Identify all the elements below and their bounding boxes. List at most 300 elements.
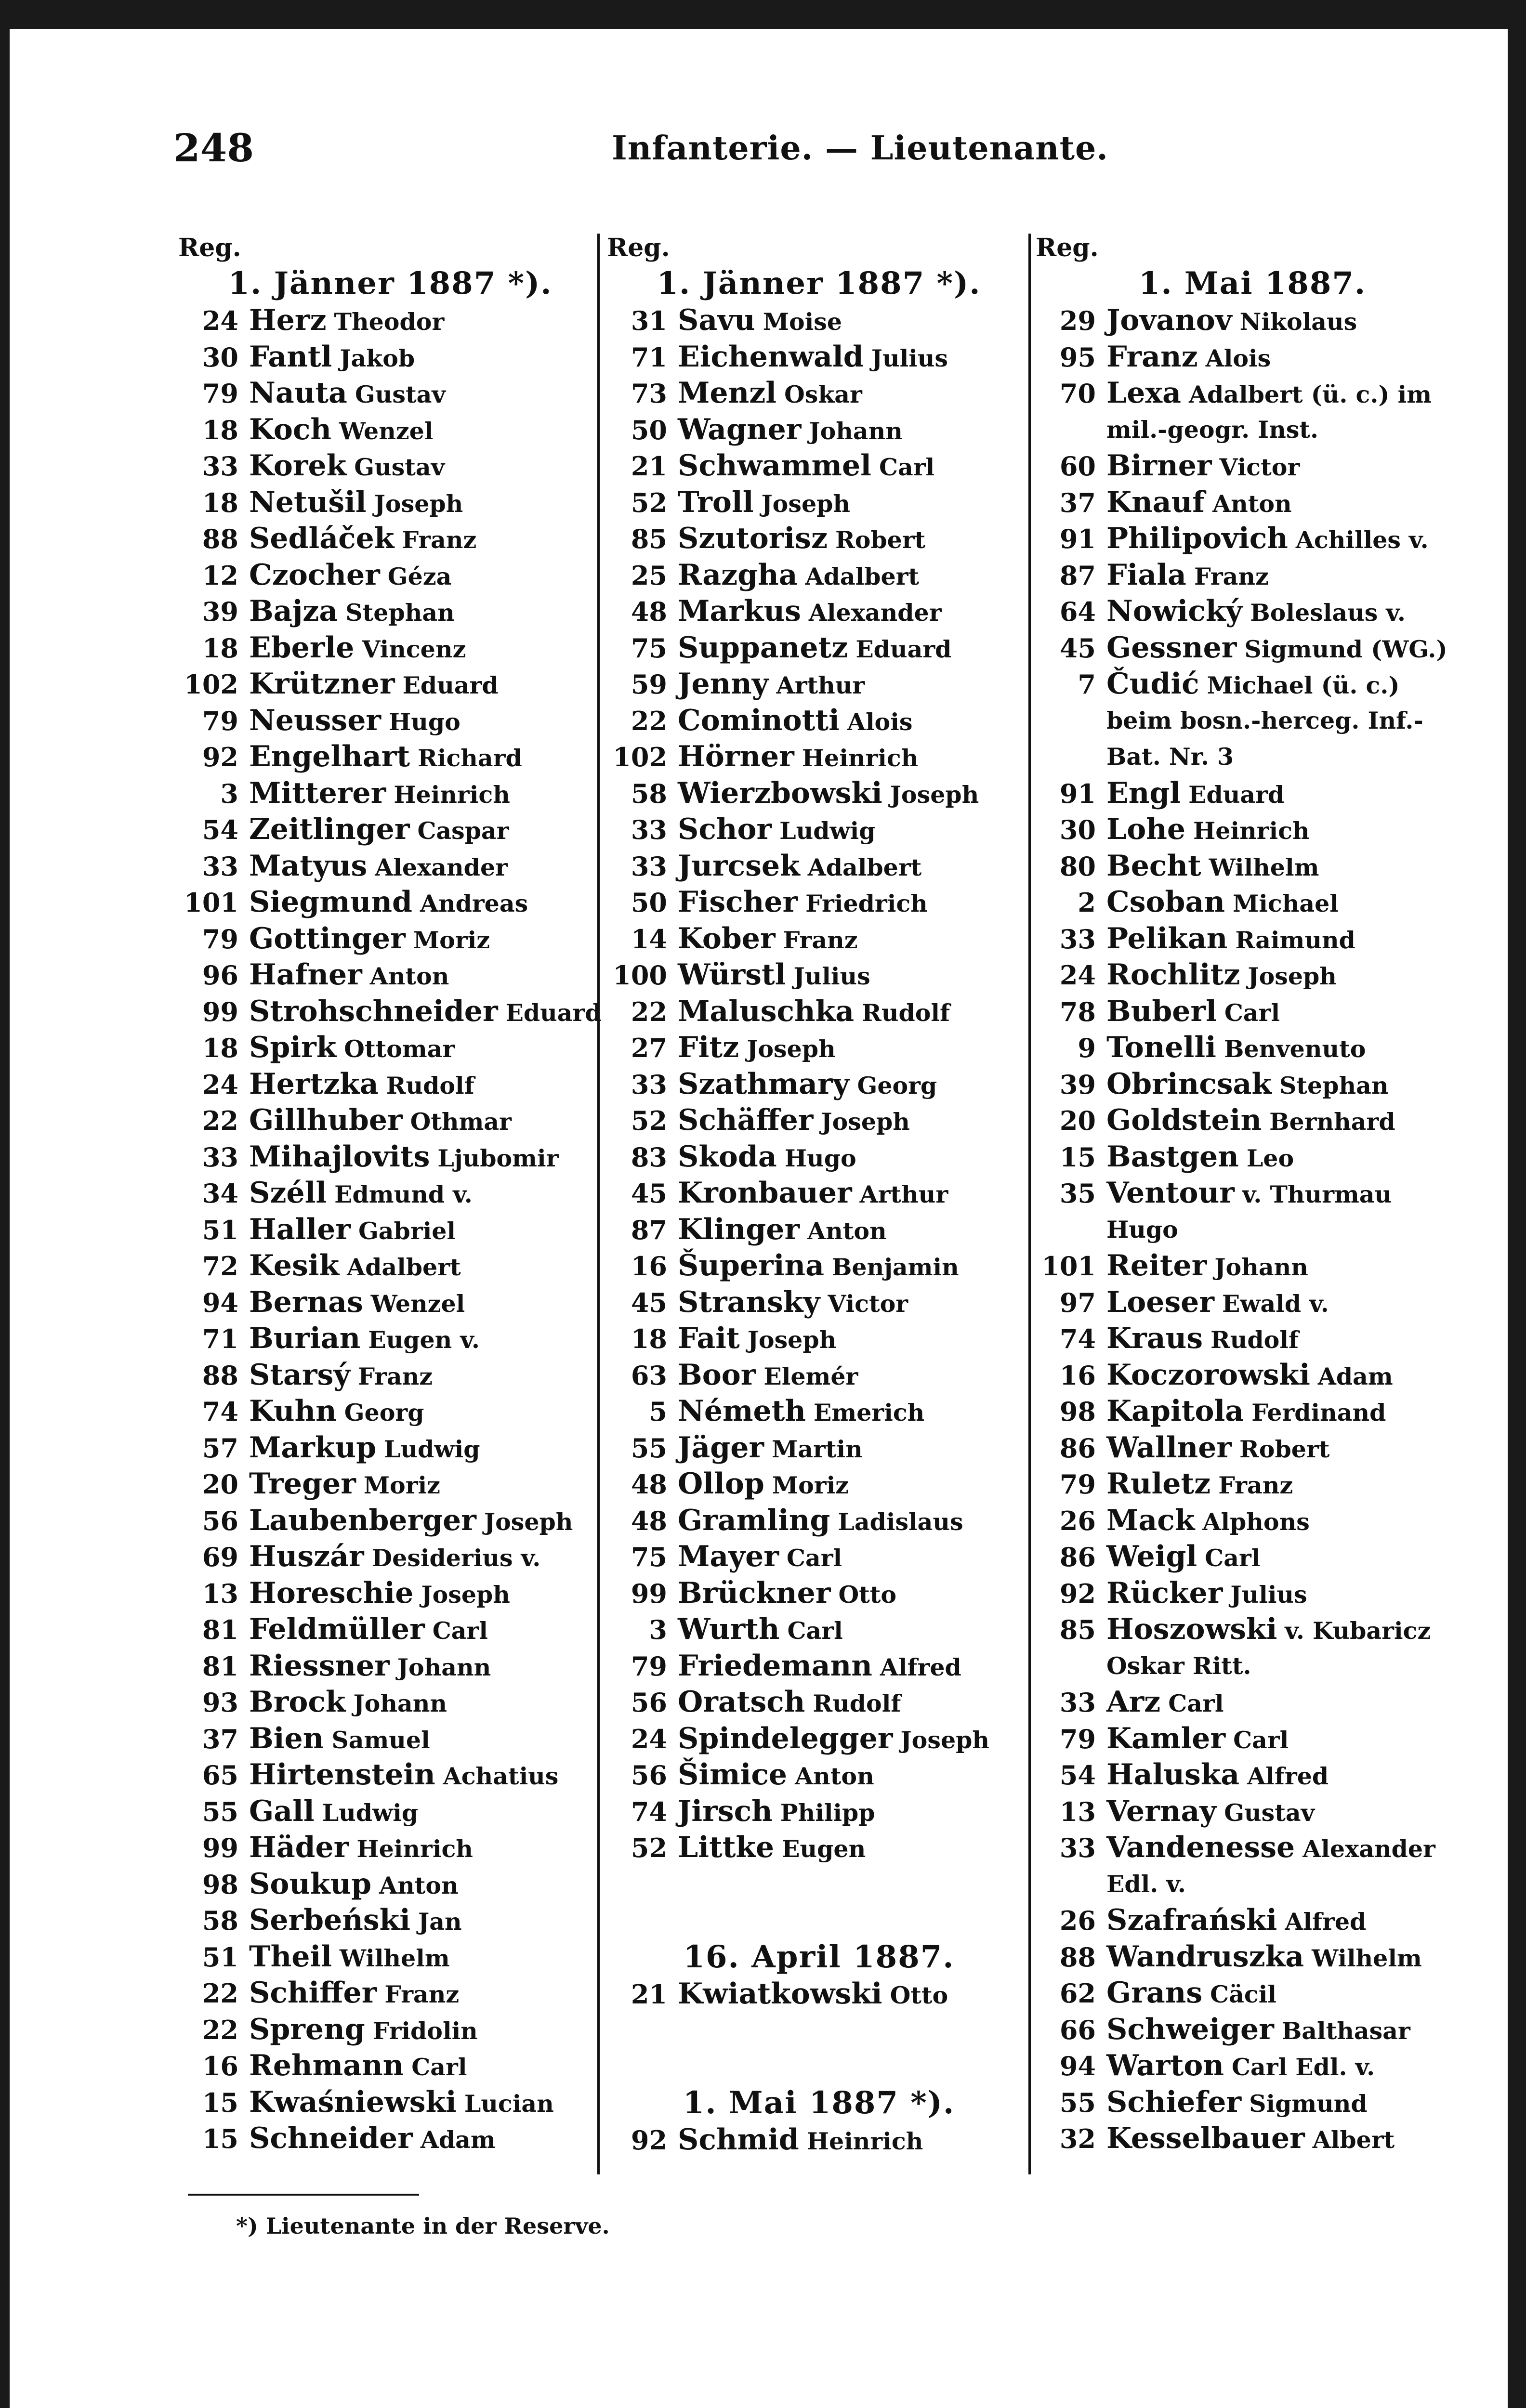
officer-given-name: Oskar (784, 380, 862, 408)
regiment-number: 3 (220, 778, 238, 809)
officer-entry (1036, 1684, 1469, 1721)
officer-given-name: Albert (1312, 2126, 1395, 2154)
regiment-number: 7 (1078, 669, 1096, 700)
regiment-number: 20 (1059, 1105, 1096, 1136)
officer-entry (607, 1539, 1031, 1575)
officer-entry (178, 1793, 602, 1830)
officer-given-name: Eugen (782, 1835, 866, 1863)
officer-surname: Čudić (1106, 667, 1199, 701)
officer-entry (607, 557, 1031, 594)
officer-given-name: Eduard (855, 635, 952, 663)
officer-surname: Siegmund (249, 885, 412, 919)
officer-entry (178, 1684, 602, 1721)
regiment-number: 81 (202, 1650, 238, 1682)
regiment-number: 45 (631, 1178, 667, 1209)
officer-entry (178, 1611, 602, 1648)
regiment-number: 37 (202, 1723, 238, 1754)
officer-entry (607, 1757, 1031, 1793)
regiment-number: 20 (202, 1469, 238, 1500)
date-heading: 16. April 1887. (683, 1938, 955, 1975)
regiment-number: 24 (202, 1069, 238, 1100)
officer-surname: Schwammel (678, 449, 871, 483)
regiment-number: 33 (631, 851, 667, 882)
officer-given-name: Julius (793, 962, 870, 990)
officer-given-name: Rudolf (386, 1071, 474, 1099)
officer-surname: Šimice (678, 1758, 788, 1792)
officer-entry (178, 994, 602, 1030)
officer-surname: Fitz (678, 1031, 739, 1064)
officer-given-name: Ewald v. (1222, 1289, 1329, 1318)
officer-entry (178, 1102, 602, 1139)
reg-label: Reg. (178, 233, 241, 262)
officer-surname: Knauf (1106, 485, 1205, 519)
officer-surname: Pelikan (1106, 921, 1228, 955)
officer-entry (1036, 1975, 1469, 2012)
regiment-number: 79 (202, 378, 238, 409)
officer-entry (1036, 302, 1469, 339)
regiment-number: 35 (1059, 1178, 1096, 1209)
officer-entry (607, 1830, 1031, 1866)
regiment-number: 57 (202, 1432, 238, 1464)
officer-surname: Savu (678, 303, 755, 337)
officer-given-name: Julius (1230, 1580, 1307, 1609)
regiment-number: 15 (202, 2123, 238, 2154)
column-1 (178, 231, 602, 2182)
officer-entry (178, 1575, 602, 1612)
regiment-number: 92 (631, 2125, 667, 2156)
page-header (10, 125, 1508, 193)
officer-surname: Kronbauer (678, 1176, 852, 1210)
officer-surname: Spirk (249, 1031, 337, 1064)
regiment-number: 13 (202, 1578, 238, 1609)
regiment-number: 55 (1059, 2087, 1096, 2118)
officer-given-name: Johann (353, 1689, 447, 1717)
officer-given-name: Ludwig (384, 1435, 480, 1463)
regiment-number: 24 (1059, 960, 1096, 991)
officer-surname: Hirtenstein (249, 1758, 435, 1792)
regiment-number: 22 (631, 996, 667, 1027)
officer-given-name: Joseph (1248, 962, 1337, 990)
officer-surname: Kraus (1106, 1322, 1203, 1355)
regiment-number: 18 (631, 1323, 667, 1354)
officer-given-name: Emerich (814, 1399, 925, 1426)
regiment-number: 60 (1059, 451, 1096, 482)
officer-entry (1036, 593, 1469, 630)
officer-given-name: Joseph (761, 489, 851, 518)
regiment-number: 51 (202, 1941, 238, 1973)
officer-given-name: Cäcil (1210, 1980, 1276, 2008)
regiment-number: 59 (631, 669, 667, 700)
officer-surname: Gessner (1106, 630, 1237, 665)
officer-surname: Theil (249, 1939, 332, 1974)
officer-entry (1036, 666, 1469, 703)
regiment-number: 48 (631, 1505, 667, 1536)
regiment-number: 50 (631, 887, 667, 918)
officer-surname: Boor (678, 1358, 756, 1392)
officer-given-name: Adalbert (347, 1253, 461, 1281)
officer-entry (178, 1866, 602, 1903)
officer-entry (178, 811, 602, 848)
regiment-number: 65 (202, 1760, 238, 1791)
officer-surname: Serbeński (249, 1903, 411, 1937)
regiment-number: 73 (631, 378, 667, 409)
officer-surname: Gramling (678, 1503, 830, 1537)
officer-given-name: Sigmund (1249, 2089, 1368, 2118)
officer-entry (178, 848, 602, 885)
officer-surname: Hertzka (249, 1067, 379, 1101)
officer-given-name: Joseph (900, 1726, 989, 1754)
regiment-number: 54 (202, 814, 238, 845)
officer-surname: Loeser (1106, 1285, 1214, 1319)
regiment-number: 39 (202, 596, 238, 627)
regiment-number: 58 (202, 1905, 238, 1936)
officer-given-name: Rudolf (1210, 1326, 1299, 1354)
regiment-number: 85 (1059, 1614, 1096, 1645)
officer-entry (178, 339, 602, 376)
officer-entry (607, 884, 1031, 921)
officer-surname: Brock (249, 1685, 346, 1719)
officer-entry (607, 1611, 1031, 1648)
regiment-number: 18 (202, 487, 238, 518)
regiment-number: 33 (202, 851, 238, 882)
officer-entry (178, 412, 602, 448)
officer-entry (1036, 557, 1469, 594)
officer-given-name: Carl Edl. v. (1232, 2053, 1375, 2081)
regiment-number: 21 (631, 1978, 667, 2010)
officer-entry (607, 1066, 1031, 1103)
officer-entry (1036, 1284, 1469, 1321)
regiment-number: 13 (1059, 1796, 1096, 1827)
regiment-number: 22 (202, 1105, 238, 1136)
officer-entry (178, 1503, 602, 1539)
entry-continuation: mil.-geogr. Inst. (1106, 415, 1319, 444)
officer-entry (178, 2084, 602, 2121)
officer-surname: Nauta (249, 376, 347, 410)
officer-surname: Zeitlinger (249, 812, 410, 846)
officer-surname: Czocher (249, 558, 380, 592)
officer-surname: Schiefer (1106, 2085, 1242, 2119)
regiment-number: 81 (202, 1614, 238, 1645)
officer-surname: Gillhuber (249, 1103, 403, 1137)
officer-entry (1036, 630, 1469, 667)
officer-entry (1036, 1357, 1469, 1394)
regiment-number: 26 (1059, 1505, 1096, 1536)
officer-given-name: Theodor (334, 308, 445, 336)
regiment-number: 79 (1059, 1723, 1096, 1754)
regiment-number: 55 (631, 1432, 667, 1464)
regiment-number: 27 (631, 1033, 667, 1063)
officer-surname: Schmid (678, 2123, 799, 2157)
regiment-number: 85 (631, 523, 667, 554)
officer-given-name: Géza (387, 562, 452, 590)
officer-entry (607, 1648, 1031, 1685)
officer-given-name: Victor (828, 1289, 908, 1318)
officer-surname: Horeschie (249, 1576, 414, 1610)
officer-surname: Gottinger (249, 921, 406, 955)
officer-surname: Franz (1106, 340, 1198, 374)
regiment-number: 64 (1059, 596, 1096, 627)
regiment-number: 45 (631, 1287, 667, 1318)
officer-surname: Hafner (249, 958, 362, 992)
officer-entry (1036, 1503, 1469, 1539)
officer-entry (1036, 957, 1469, 994)
officer-surname: Wandruszka (1106, 1939, 1304, 1974)
officer-given-name: Joseph (821, 1108, 910, 1136)
officer-given-name: Moise (763, 308, 842, 336)
officer-surname: Krützner (249, 667, 395, 701)
officer-entry (1036, 775, 1469, 812)
officer-surname: Széll (249, 1176, 327, 1210)
officer-surname: Schäffer (678, 1103, 814, 1137)
officer-surname: Ollop (678, 1467, 764, 1501)
officer-entry (178, 703, 602, 739)
officer-entry (178, 1321, 602, 1357)
officer-entry (1036, 1393, 1469, 1430)
officer-given-name: Joseph (890, 780, 979, 809)
officer-surname: Mayer (678, 1540, 779, 1573)
officer-surname: Wallner (1106, 1430, 1232, 1465)
officer-surname: Oratsch (678, 1685, 805, 1719)
officer-entry (607, 630, 1031, 667)
officer-given-name: Alphons (1202, 1507, 1310, 1536)
officer-surname: Kesselbauer (1106, 2121, 1305, 2155)
regiment-number: 16 (202, 2051, 238, 2081)
officer-surname: Cominotti (678, 703, 840, 737)
officer-given-name: Joseph (421, 1580, 510, 1609)
officer-entry (607, 2122, 1031, 2159)
regiment-number: 71 (202, 1323, 238, 1354)
regiment-number: 99 (202, 1832, 238, 1863)
officer-surname: Schweiger (1106, 2012, 1274, 2046)
regiment-number: 79 (202, 923, 238, 955)
officer-entry (1036, 1830, 1469, 1866)
regiment-number: 45 (1059, 632, 1096, 664)
officer-surname: Maluschka (678, 994, 855, 1028)
officer-entry (607, 1284, 1031, 1321)
officer-surname: Németh (678, 1394, 806, 1428)
officer-given-name: Wenzel (370, 1289, 465, 1318)
officer-given-name: Georg (857, 1071, 937, 1099)
officer-given-name: Anton (795, 1762, 874, 1790)
officer-entry (607, 1139, 1031, 1176)
officer-surname: Mitterer (249, 776, 386, 810)
officer-surname: Tonelli (1106, 1031, 1216, 1064)
officer-entry (1036, 1466, 1469, 1503)
officer-surname: Haluska (1106, 1758, 1240, 1792)
regiment-number: 75 (631, 1542, 667, 1572)
regiment-number: 86 (1059, 1542, 1096, 1572)
regiment-number: 99 (202, 996, 238, 1027)
officer-entry (1036, 1430, 1469, 1466)
regiment-number: 34 (202, 1178, 238, 1209)
officer-entry (607, 1430, 1031, 1466)
officer-entry (1036, 921, 1469, 957)
officer-entry (178, 775, 602, 812)
entry-continuation: Bat. Nr. 3 (1106, 743, 1234, 771)
regiment-number: 94 (1059, 2051, 1096, 2081)
officer-entry (178, 1175, 602, 1212)
entry-continuation: beim bosn.-herceg. Inf.- (1106, 706, 1423, 734)
officer-entry (1036, 1757, 1469, 1793)
regiment-number: 52 (631, 487, 667, 518)
officer-surname: Wierzbowski (678, 776, 882, 810)
officer-surname: Eichenwald (678, 340, 864, 374)
regiment-number: 14 (631, 923, 667, 955)
officer-surname: Weigl (1106, 1540, 1197, 1573)
officer-surname: Burian (249, 1322, 361, 1355)
date-heading: 1. Mai 1887 *). (683, 2085, 955, 2121)
regiment-number: 39 (1059, 1069, 1096, 1100)
officer-given-name: v. Kubaricz (1285, 1617, 1431, 1645)
officer-surname: Jurcsek (678, 849, 800, 883)
running-title: Infanterie. — Lieutenante. (612, 129, 1108, 168)
officer-entry (178, 1721, 602, 1757)
officer-entry (1036, 521, 1469, 557)
officer-entry (607, 302, 1031, 339)
officer-surname: Haller (249, 1212, 351, 1246)
officer-surname: Szafrański (1106, 1903, 1277, 1937)
reg-label: Reg. (1036, 233, 1099, 262)
regiment-number: 30 (1059, 814, 1096, 845)
officer-entry (607, 484, 1031, 521)
officer-surname: Warton (1106, 2049, 1224, 2082)
regiment-number: 101 (1041, 1251, 1096, 1282)
regiment-number: 33 (202, 1141, 238, 1173)
regiment-number: 22 (202, 1978, 238, 2009)
officer-entry (607, 848, 1031, 885)
officer-given-name: Anton (1212, 489, 1292, 518)
officer-given-name: Joseph (484, 1507, 573, 1536)
footnote: *) Lieutenante in der Reserve. (236, 2213, 610, 2239)
regiment-number: 33 (631, 1069, 667, 1100)
officer-surname: Huszár (249, 1540, 364, 1573)
regiment-number: 29 (1059, 305, 1096, 336)
officer-surname: Menzl (678, 376, 777, 410)
officer-given-name: Franz (1218, 1471, 1293, 1499)
officer-given-name: Franz (783, 926, 858, 954)
officer-given-name: Sigmund (WG.) (1244, 635, 1447, 663)
officer-given-name: Adalbert (807, 853, 922, 881)
regiment-number: 18 (202, 414, 238, 445)
officer-surname: Kwiatkowski (678, 1976, 882, 2011)
officer-surname: Hoszowski (1106, 1612, 1277, 1646)
officer-surname: Szathmary (678, 1067, 850, 1101)
officer-surname: Jenny (678, 667, 769, 701)
officer-surname: Markup (249, 1430, 377, 1465)
officer-given-name: Adam (420, 2126, 496, 2154)
officer-entry (178, 1212, 602, 1248)
regiment-number: 88 (202, 523, 238, 554)
officer-given-name: Arthur (776, 671, 865, 699)
officer-surname: Mack (1106, 1503, 1195, 1537)
officer-surname: Matyus (249, 849, 368, 883)
officer-surname: Vandenesse (1106, 1831, 1295, 1864)
officer-entry (1036, 2012, 1469, 2048)
officer-given-name: Franz (402, 526, 477, 554)
officer-entry (607, 412, 1031, 448)
officer-given-name: Bernhard (1269, 1108, 1395, 1136)
regiment-number: 24 (631, 1723, 667, 1754)
officer-surname: Jovanov (1106, 303, 1232, 337)
officer-surname: Kesik (249, 1249, 340, 1283)
officer-given-name: Alfred (880, 1653, 961, 1681)
officer-entry (178, 1648, 602, 1685)
officer-given-name: Michael (ü. c.) (1207, 671, 1400, 699)
regiment-number: 9 (1078, 1033, 1096, 1063)
regiment-number: 37 (1059, 487, 1096, 518)
officer-entry (607, 775, 1031, 812)
officer-surname: Kamler (1106, 1721, 1226, 1755)
officer-entry (178, 593, 602, 630)
officer-given-name: Joseph (747, 1035, 836, 1063)
regiment-number: 87 (1059, 560, 1096, 591)
officer-surname: Reiter (1106, 1249, 1207, 1283)
officer-given-name: Carl (1224, 998, 1280, 1027)
officer-entry (607, 1684, 1031, 1721)
regiment-number: 5 (649, 1396, 667, 1427)
officer-given-name: Raimund (1235, 926, 1355, 954)
officer-surname: Eberle (249, 630, 355, 665)
officer-surname: Rücker (1106, 1576, 1223, 1610)
regiment-number: 12 (202, 560, 238, 591)
officer-surname: Skoda (678, 1139, 777, 1174)
officer-entry (178, 1030, 602, 1066)
officer-entry (1036, 1030, 1469, 1066)
officer-given-name: Stephan (345, 599, 455, 627)
regiment-number: 48 (631, 596, 667, 627)
officer-entry (178, 521, 602, 557)
officer-entry (1036, 1102, 1469, 1139)
officer-entry (607, 1357, 1031, 1394)
regiment-number: 66 (1059, 2014, 1096, 2045)
officer-entry (178, 1939, 602, 1976)
regiment-number: 98 (202, 1869, 238, 1900)
officer-entry (178, 1393, 602, 1430)
regiment-number: 16 (631, 1251, 667, 1282)
officer-surname: Wagner (678, 412, 802, 446)
regiment-number: 2 (1078, 887, 1096, 918)
officer-surname: Littke (678, 1831, 775, 1864)
officer-given-name: Anton (807, 1217, 887, 1245)
officer-entry (1036, 2048, 1469, 2084)
officer-given-name: Heinrich (806, 2127, 923, 2155)
officer-entry (607, 1212, 1031, 1248)
column-3 (1036, 231, 1469, 2182)
regiment-number: 94 (202, 1287, 238, 1318)
officer-surname: Netušil (249, 485, 367, 519)
officer-surname: Klinger (678, 1212, 800, 1246)
officer-entry (1036, 1139, 1469, 1176)
officer-surname: Lexa (1106, 376, 1182, 410)
regiment-number: 56 (202, 1505, 238, 1536)
regiment-number: 48 (631, 1469, 667, 1500)
officer-given-name: Lucian (464, 2089, 554, 2118)
officer-entry (1036, 1539, 1469, 1575)
regiment-number: 69 (202, 1542, 238, 1572)
regiment-number: 63 (631, 1360, 667, 1391)
officer-given-name: Benvenuto (1223, 1035, 1366, 1063)
officer-surname: Goldstein (1106, 1103, 1262, 1137)
officer-entry (178, 1066, 602, 1103)
date-heading: 1. Mai 1887. (1138, 265, 1367, 301)
officer-given-name: Carl (879, 453, 935, 481)
officer-entry (178, 1357, 602, 1394)
regiment-number: 26 (1059, 1905, 1096, 1936)
officer-entry (178, 557, 602, 594)
officer-entry (1036, 1175, 1469, 1212)
officer-surname: Kober (678, 921, 776, 955)
officer-given-name: Robert (835, 526, 926, 554)
